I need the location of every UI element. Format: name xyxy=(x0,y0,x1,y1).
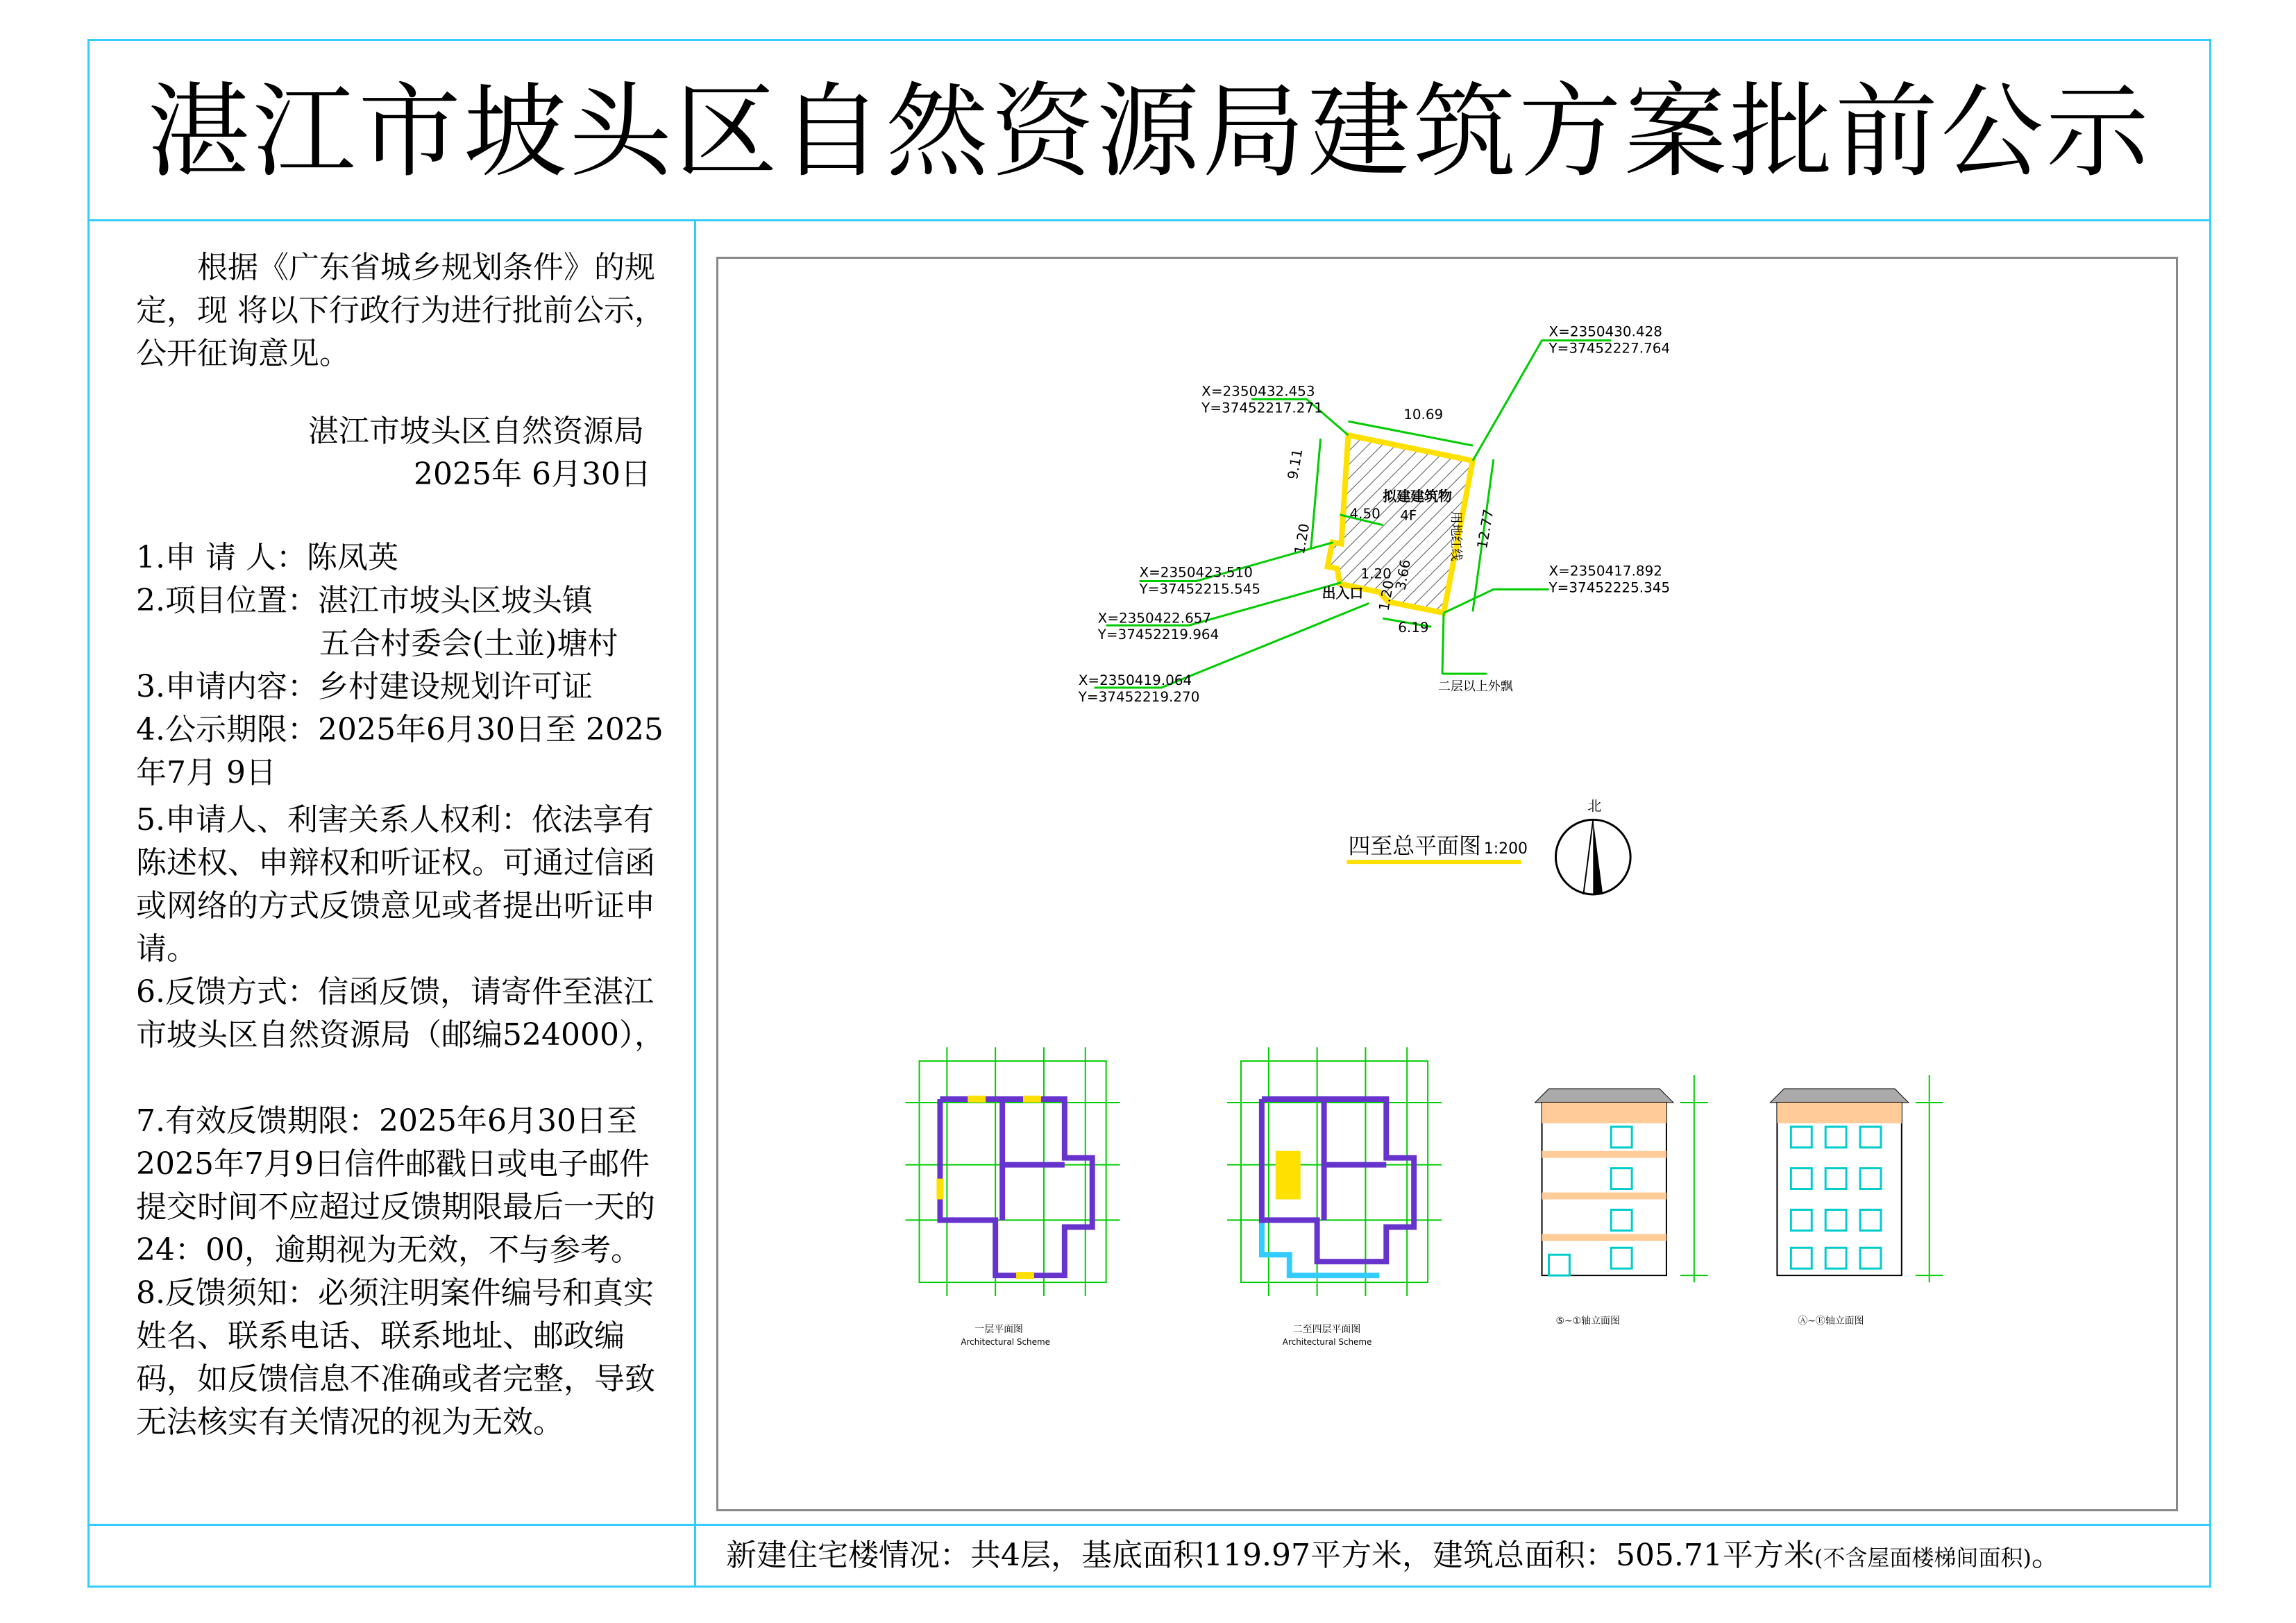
footer-divider xyxy=(87,1524,2211,1526)
dimension-label: 6.19 xyxy=(1398,620,1429,636)
footer-note: (不含屋面楼梯间面积) xyxy=(1814,1545,2032,1571)
plan-title: 二至四层平面图 xyxy=(1292,1323,1361,1335)
dimension-label: 10.69 xyxy=(1403,407,1444,423)
dimension-label: 3.66 xyxy=(1392,558,1414,592)
coord-label: Y=37452219.270 xyxy=(1078,688,1200,705)
coord-label: X=2350419.064 xyxy=(1078,672,1192,688)
plan-title: 一层平面图 xyxy=(974,1323,1023,1335)
site-plan xyxy=(1078,324,1670,894)
coord-label: X=2350417.892 xyxy=(1548,563,1662,579)
floor-count-label: 4F xyxy=(1400,507,1417,524)
page-title: 湛江市坡头区自然资源局建筑方案批前公示 xyxy=(147,72,2152,192)
dimension-label: 1.20 xyxy=(1291,522,1313,556)
north-label: 北 xyxy=(1587,798,1602,815)
coord-label: Y=37452215.545 xyxy=(1139,581,1261,597)
floor-plan-1 xyxy=(906,1047,1120,1347)
floor-plan-2 xyxy=(1227,1047,1442,1347)
location-item: 2.项目位置：湛江市坡头区坡头镇 xyxy=(136,583,593,618)
coord-label: Y=37452217.271 xyxy=(1201,400,1323,416)
coord-label: X=2350423.510 xyxy=(1139,564,1253,581)
dimension-label: 1.20 xyxy=(1376,579,1397,613)
coord-label: Y=37452225.345 xyxy=(1548,579,1671,596)
notice-text xyxy=(136,246,670,1444)
elevation-title: ⑤~①轴立面图 xyxy=(1555,1315,1620,1327)
footer-main: 新建住宅楼情况：共4层，基底面积119.97平方米，建筑总面积：505.71平方米 xyxy=(726,1538,1814,1573)
dimension-label: 12.77 xyxy=(1474,508,1497,550)
site-plan-scale: 1:200 xyxy=(1483,840,1528,858)
site-plan-caption: 四至总平面图 xyxy=(1348,833,1481,860)
coord-label: Y=37452219.964 xyxy=(1097,627,1219,643)
elevation-1 xyxy=(1535,1075,1708,1327)
footer-end: 。 xyxy=(2031,1538,2062,1573)
drawing-panel xyxy=(716,257,2178,1511)
intro-paragraph: 根据《广东省城乡规划条件》的规定，现 将以下行政行为进行批前公示，公开征询意见。 xyxy=(136,250,665,371)
issuing-org: 湛江市坡头区自然资源局 xyxy=(308,414,644,449)
north-arrow xyxy=(1555,798,1630,894)
overhang-label: 二层以上外飘 xyxy=(1438,679,1513,694)
applicant-item: 1.申 请 人：陈凤英 xyxy=(136,540,398,575)
coord-label: X=2350422.657 xyxy=(1097,610,1212,627)
plan-subtitle: Architectural Scheme xyxy=(1282,1336,1372,1347)
plan-subtitle: Architectural Scheme xyxy=(961,1336,1050,1347)
rights-item: 5.申请人、利害关系人权利：依法享有陈述权、申辩权和听证权。可通过信函或网络的方式反馈意见或者提出听证申请。 xyxy=(136,802,655,967)
elevation-title: Ⓐ~Ⓔ轴立面图 xyxy=(1798,1315,1864,1327)
issue-date: 2025年 6月30日 xyxy=(414,457,651,492)
dimension-label: 4.50 xyxy=(1349,505,1381,522)
coord-label: X=2350430.428 xyxy=(1548,323,1662,340)
boundary-label: 用地红线 xyxy=(1448,511,1463,561)
coord-label: Y=37452227.764 xyxy=(1548,340,1671,357)
drawing-svg xyxy=(718,259,2176,1509)
footer-summary xyxy=(726,1535,2062,1579)
coord-label: X=2350432.453 xyxy=(1201,383,1315,400)
elevation-2 xyxy=(1770,1075,1943,1327)
feedback-deadline-item: 7.有效反馈期限：2025年6月30日至2025年7月9日信件邮戳日或电子邮件提交时间不应超过反馈期限最后一天的24：00，逾期视为无效，不与参考。 xyxy=(136,1103,655,1268)
title-divider xyxy=(87,219,2211,221)
dimension-label: 1.20 xyxy=(1360,566,1392,582)
content-item: 3.申请内容：乡村建设规划许可证 xyxy=(136,669,593,704)
feedback-method-item: 6.反馈方式：信函反馈，请寄件至湛江市坡头区自然资源局（邮编524000）， xyxy=(136,974,665,1053)
entrance-label: 出入口 xyxy=(1322,585,1364,602)
dimension-label: 9.11 xyxy=(1284,448,1306,481)
period-item: 4.公示期限：2025年6月30日至 2025年7月 9日 xyxy=(136,712,664,790)
column-divider xyxy=(694,219,696,1588)
notes-item: 8.反馈须知：必须注明案件编号和真实姓名、联系电话、联系地址、邮政编码，如反馈信息不准确或者完整，导致无法核实有关情况的视为无效。 xyxy=(136,1275,655,1440)
location-item-cont: 五合村委会(土並)塘村 xyxy=(319,626,618,661)
building-label: 拟建建筑物 xyxy=(1383,488,1452,504)
